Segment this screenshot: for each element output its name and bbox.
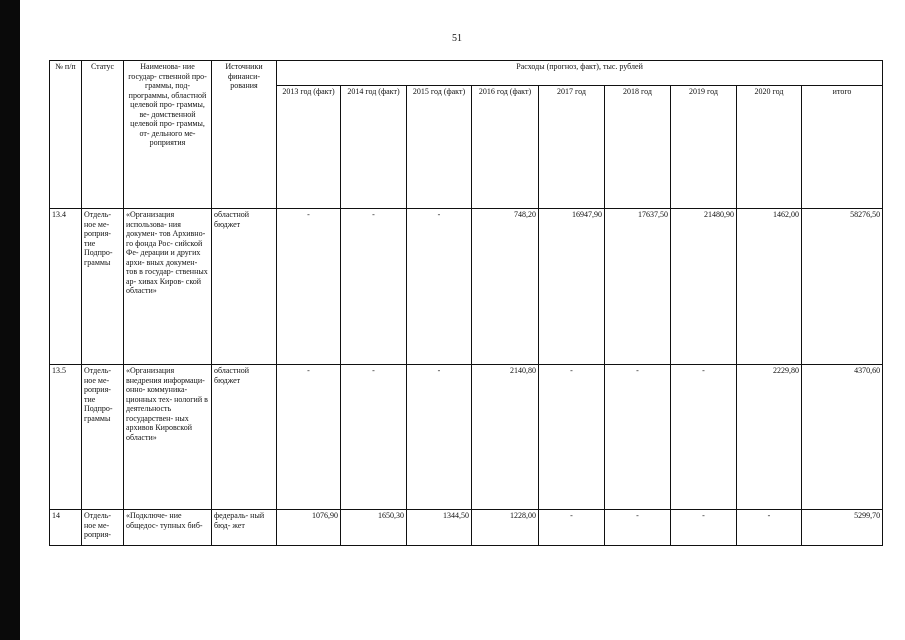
row-num: 13.4	[50, 209, 82, 365]
table-row	[50, 365, 883, 510]
row-status: Отдель- ное ме- роприя-	[82, 510, 124, 546]
table-row	[50, 510, 883, 546]
row-status: Отдель- ное ме- роприя- тие Подпро- граммы	[82, 209, 124, 365]
header-sources: Источники финанси- рования	[212, 61, 277, 209]
row-source: областной бюджет	[212, 209, 277, 365]
row-value: -	[277, 209, 341, 365]
row-value: -	[671, 510, 737, 546]
row-value: -	[407, 209, 472, 365]
row-value: -	[407, 365, 472, 510]
row-source: федераль- ный бюд- жет	[212, 510, 277, 546]
row-value: 1462,00	[737, 209, 802, 365]
header-year: 2019 год	[671, 86, 737, 209]
table-row	[50, 209, 883, 365]
row-value: -	[341, 209, 407, 365]
row-value: 1076,90	[277, 510, 341, 546]
expenses-table	[49, 60, 883, 546]
header-year: 2020 год	[737, 86, 802, 209]
row-name: «Подключе- ние общедос- тупных биб-	[124, 510, 212, 546]
row-total: 5299,70	[802, 510, 883, 546]
row-value: -	[605, 510, 671, 546]
row-value: -	[277, 365, 341, 510]
header-total: итого	[802, 86, 883, 209]
row-value: 2229,80	[737, 365, 802, 510]
row-value: -	[671, 365, 737, 510]
header-year: 2018 год	[605, 86, 671, 209]
row-value: 16947,90	[539, 209, 605, 365]
row-name: «Организация использова- ния докумен- тов Архивно- го фонда Рос- сийской Фе- дерации и других архи- вных докумен- тов в государ- ственных ар- хивах Киров- ской области»	[124, 209, 212, 365]
row-value: -	[539, 510, 605, 546]
row-value: 748,20	[472, 209, 539, 365]
header-row	[50, 61, 883, 86]
header-expenses: Расходы (прогноз, факт), тыс. рублей	[277, 61, 883, 86]
scan-edge	[0, 0, 20, 640]
row-value: 1344,50	[407, 510, 472, 546]
row-total: 58276,50	[802, 209, 883, 365]
header-status: Статус	[82, 61, 124, 209]
row-value: 21480,90	[671, 209, 737, 365]
header-year: 2013 год (факт)	[277, 86, 341, 209]
row-value: 2140,80	[472, 365, 539, 510]
header-year: 2016 год (факт)	[472, 86, 539, 209]
row-source: областной бюджет	[212, 365, 277, 510]
row-value: -	[341, 365, 407, 510]
page-number: 51	[452, 33, 462, 44]
row-name: «Организация внедрения информаци- онно- коммуника- ционных тех- нологий в деятельность государствен- ных архивов Кировской области»	[124, 365, 212, 510]
row-value: 1650,30	[341, 510, 407, 546]
row-value: -	[737, 510, 802, 546]
row-value: -	[539, 365, 605, 510]
row-value: 17637,50	[605, 209, 671, 365]
row-num: 13.5	[50, 365, 82, 510]
row-total: 4370,60	[802, 365, 883, 510]
header-name: Наименова- ние государ- ственной про- граммы, под- программы, областной целевой про- граммы, ве- домственной целевой про- граммы, от- дельного ме- роприятия	[124, 61, 212, 209]
header-year: 2015 год (факт)	[407, 86, 472, 209]
row-num: 14	[50, 510, 82, 546]
row-value: -	[605, 365, 671, 510]
row-status: Отдель- ное ме- роприя- тие Подпро- граммы	[82, 365, 124, 510]
header-year: 2017 год	[539, 86, 605, 209]
row-value: 1228,00	[472, 510, 539, 546]
header-year: 2014 год (факт)	[341, 86, 407, 209]
header-num: № п/п	[50, 61, 82, 209]
